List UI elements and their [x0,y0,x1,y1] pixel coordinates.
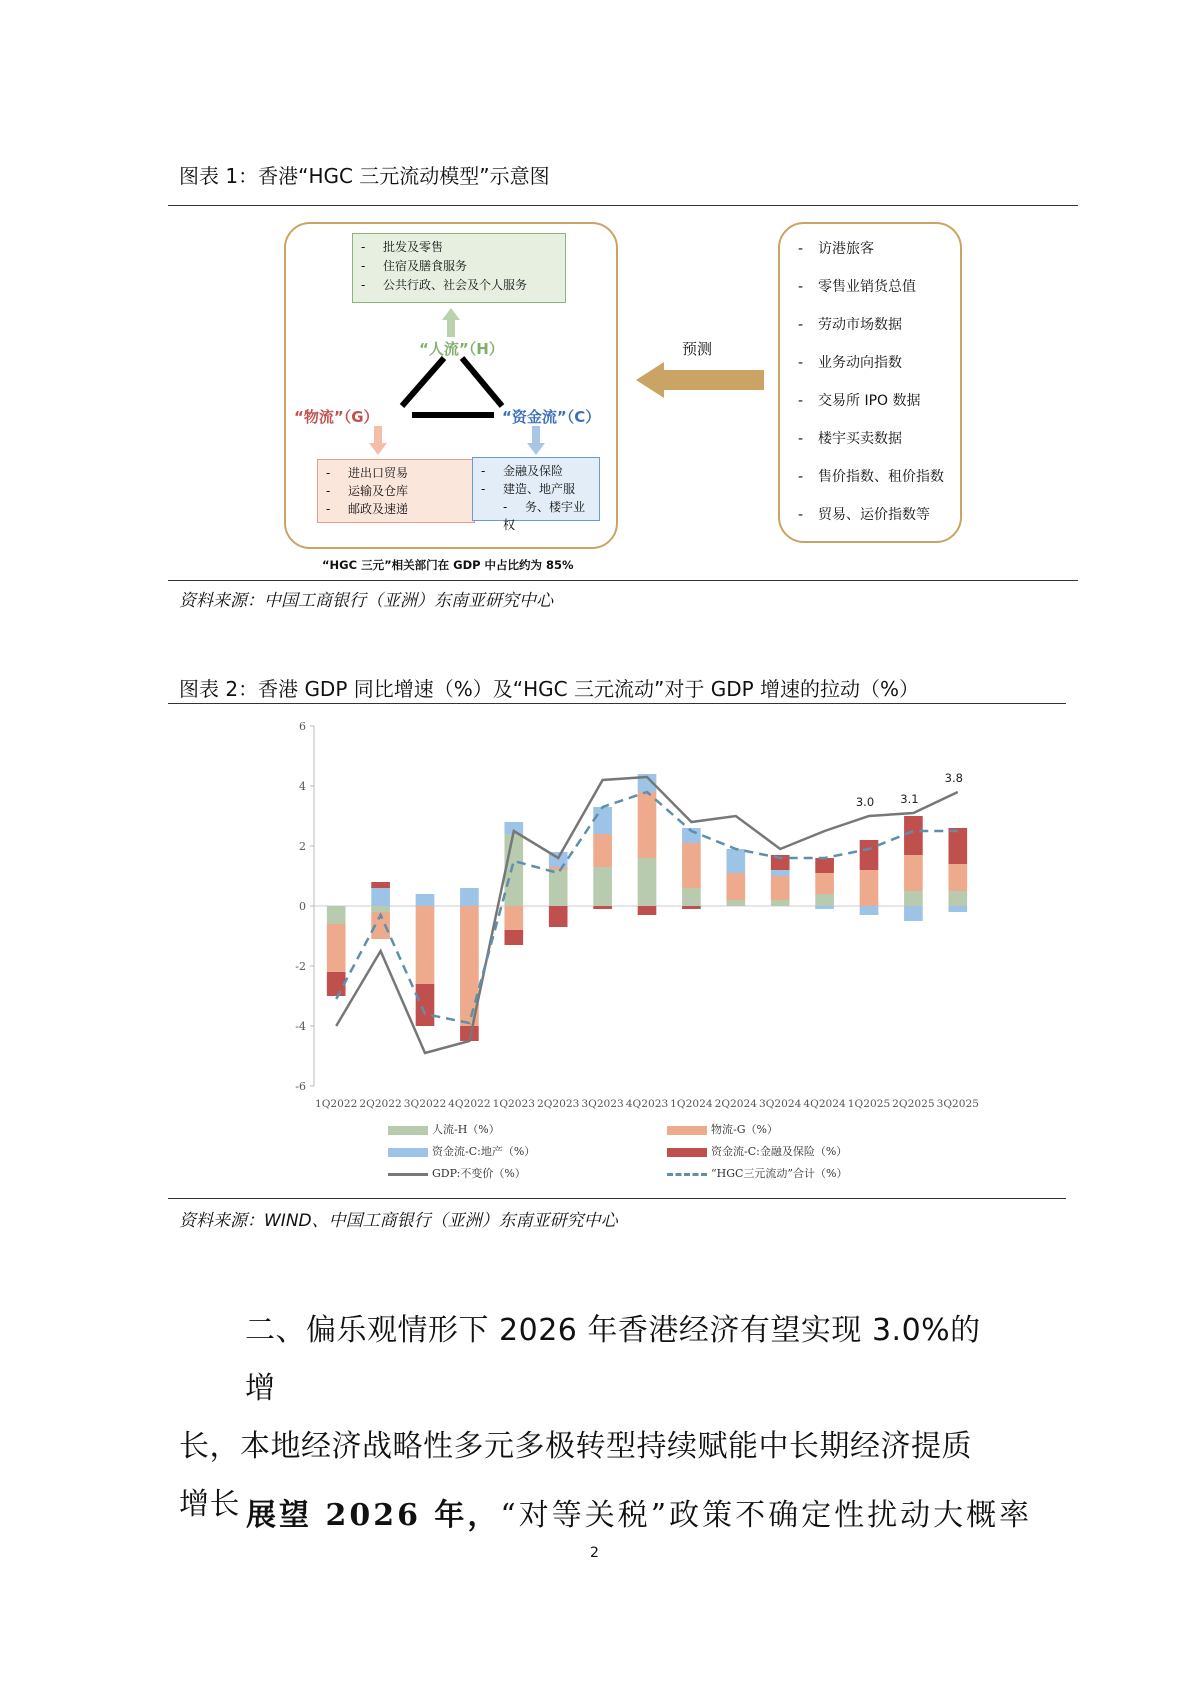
bar-segment [549,867,568,870]
sector-item: - 建造、地产服 [481,480,591,498]
sector-item: - 公共行政、社会及个人服务 [361,276,557,295]
x-tick-label: 4Q2024 [803,1098,847,1110]
triangle-right-edge [462,358,502,406]
x-tick-label: 2Q2025 [892,1098,935,1110]
data-label: 3.8 [944,771,963,785]
bar-segment [771,870,790,876]
bar-segment [815,858,834,873]
y-tick-label: -2 [295,960,306,973]
arrow-down-icon [369,426,387,455]
indicator-item: - 贸易、运价指数等 [798,504,930,524]
bar-segment [815,894,834,906]
x-tick-label: 3Q2024 [759,1098,802,1110]
bar-segment [593,906,612,909]
indicator-item: - 业务动向指数 [798,352,902,372]
indicator-item: - 售价指数、租价指数 [798,466,944,486]
x-tick-label: 2Q2024 [714,1098,758,1110]
box-capital-flow-sectors [472,457,600,532]
indicators-panel [778,222,962,543]
sector-item: - 金融及保险 [481,462,591,480]
figure2-top-rule [168,703,1066,704]
legend-item [667,1121,778,1137]
bar-segment [860,870,879,906]
legend-swatch [388,1148,428,1157]
bar-segment [371,906,390,912]
y-tick-label: 2 [299,840,306,853]
legend-label: “HGC三元流动”合计（%） [711,1167,848,1180]
heading-line: 增长 [179,1487,240,1522]
x-tick-label: 3Q2025 [936,1098,979,1110]
bar-segment [327,906,346,924]
x-tick-label: 1Q2023 [492,1098,535,1110]
figure1-caption: “HGC 三元”相关部门在 GDP 中占比约为 85% [322,558,574,572]
y-tick-label: -4 [295,1020,306,1033]
indicator-item: - 楼宇买卖数据 [798,428,902,448]
prediction-label: 预测 [682,340,713,358]
node-capital-flow: “资金流”（C） [502,408,601,426]
bar-segment [682,888,701,906]
legend-item [388,1165,526,1181]
bar-segment [904,906,923,921]
legend-label: 人流-H（%） [432,1123,500,1136]
legend-item [667,1165,848,1181]
bar-segment [504,834,523,906]
paragraph-lead: 展望 2026 年， [246,1498,501,1533]
indicator-item: - 劳动市场数据 [798,314,902,334]
paragraph-start [246,1490,1032,1534]
sector-item: - 批发及零售 [361,238,557,257]
bar-segment [948,891,967,906]
bar-segment [504,930,523,945]
bar-segment [726,900,745,906]
legend-label: 资金流-C:地产（%） [432,1145,536,1158]
bar-segment [682,906,701,909]
y-tick-label: -6 [295,1080,306,1093]
bar-segment [904,891,923,906]
arrow-down-icon [527,426,545,455]
sector-item: - 住宿及膳食服务 [361,257,557,276]
bar-segment [638,792,657,858]
bar-segment [815,906,834,909]
y-tick-label: 4 [299,780,306,793]
bar-segment [726,873,745,900]
bar-segment [948,906,967,912]
legend-item [388,1121,500,1137]
figure2-title: 图表 2：香港 GDP 同比增速（%）及“HGC 三元流动”对于 GDP 增速的拉动（%） [179,677,920,701]
triangle-left-edge [402,358,444,406]
bar-segment [948,828,967,864]
sector-item: - 运输及仓库 [326,482,466,500]
bar-segment [416,906,435,984]
data-label: 3.1 [900,792,919,806]
node-people-flow: “人流”（H） [419,340,504,358]
indicator-item: - 访港旅客 [798,238,874,258]
bar-segment [638,906,657,915]
legend-swatch [388,1126,428,1135]
box-goods-flow-sectors [317,459,475,523]
x-tick-label: 2Q2023 [537,1098,580,1110]
bar-segment [904,816,923,855]
legend-swatch [667,1126,707,1135]
legend-label: 物流-G（%） [711,1123,778,1136]
bar-segment [416,894,435,906]
x-tick-label: 3Q2022 [403,1098,447,1110]
heading-line: 二、偏乐观情形下 2026 年香港经济有望实现 3.0%的增 [245,1313,981,1406]
legend-item [388,1143,535,1159]
node-goods-flow: “物流”（G） [294,408,379,426]
data-label: 3.0 [855,795,875,809]
bar-segment [771,900,790,906]
x-tick-label: 1Q2025 [847,1098,891,1110]
x-tick-label: 3Q2023 [581,1098,624,1110]
indicator-item: - 交易所 IPO 数据 [798,390,921,410]
legend-label: GDP:不变价（%） [432,1167,526,1180]
x-tick-label: 4Q2022 [448,1098,491,1110]
bar-segment [371,882,390,888]
legend-swatch [667,1148,707,1157]
bar-segment [416,984,435,1026]
sector-item: - 务、楼宇业权 [481,498,591,534]
x-tick-label: 1Q2024 [670,1098,713,1110]
bar-segment [638,858,657,906]
x-tick-label: 2Q2022 [359,1098,402,1110]
figure1-bottom-rule [168,580,1078,581]
bar-segment [860,906,879,915]
bar-segment [549,870,568,906]
bar-segment [593,834,612,867]
x-tick-label: 1Q2022 [315,1098,358,1110]
bar-segment [904,855,923,891]
bar-segment [593,867,612,906]
x-tick-label: 4Q2023 [625,1098,669,1110]
bar-segment [371,888,390,906]
figure1-title: 图表 1：香港“HGC 三元流动模型”示意图 [179,164,550,188]
legend-item [667,1143,847,1159]
left-arrow-icon [636,360,766,400]
bar-segment [726,849,745,873]
bar-segment [860,840,879,870]
page-number: 2 [590,1545,599,1561]
sector-item: - 邮政及速递 [326,500,466,518]
gdp-contribution-chart [290,712,990,1132]
bar-segment [771,876,790,900]
sector-item: - 进出口贸易 [326,464,466,482]
paragraph-text: “对等关税”政策不确定性扰动大概率 [500,1498,1033,1533]
legend-label: 资金流-C:金融及保险（%） [711,1145,848,1158]
legend-swatch [388,1173,428,1176]
legend-swatch [667,1173,707,1176]
bar-segment [593,807,612,834]
heading-line: 长，本地经济战略性多元多极转型持续赋能中长期经济提质 [179,1429,972,1464]
bar-segment [549,906,568,927]
figure2-bottom-rule [168,1198,1066,1199]
bar-segment [327,924,346,972]
bar-segment [682,843,701,888]
bar-segment [460,888,479,906]
figure2-source: 资料来源：WIND、中国工商银行（亚洲）东南亚研究中心 [179,1211,618,1231]
indicator-item: - 零售业销货总值 [798,276,916,296]
arrow-up-icon [442,308,460,337]
figure1-source: 资料来源：中国工商银行（亚洲）东南亚研究中心 [179,591,553,611]
bar-segment [815,873,834,894]
y-tick-label: 6 [299,720,306,733]
bar-segment [948,864,967,891]
y-tick-label: 0 [299,900,306,913]
figure1-top-rule [168,205,1078,206]
bar-segment [504,906,523,930]
